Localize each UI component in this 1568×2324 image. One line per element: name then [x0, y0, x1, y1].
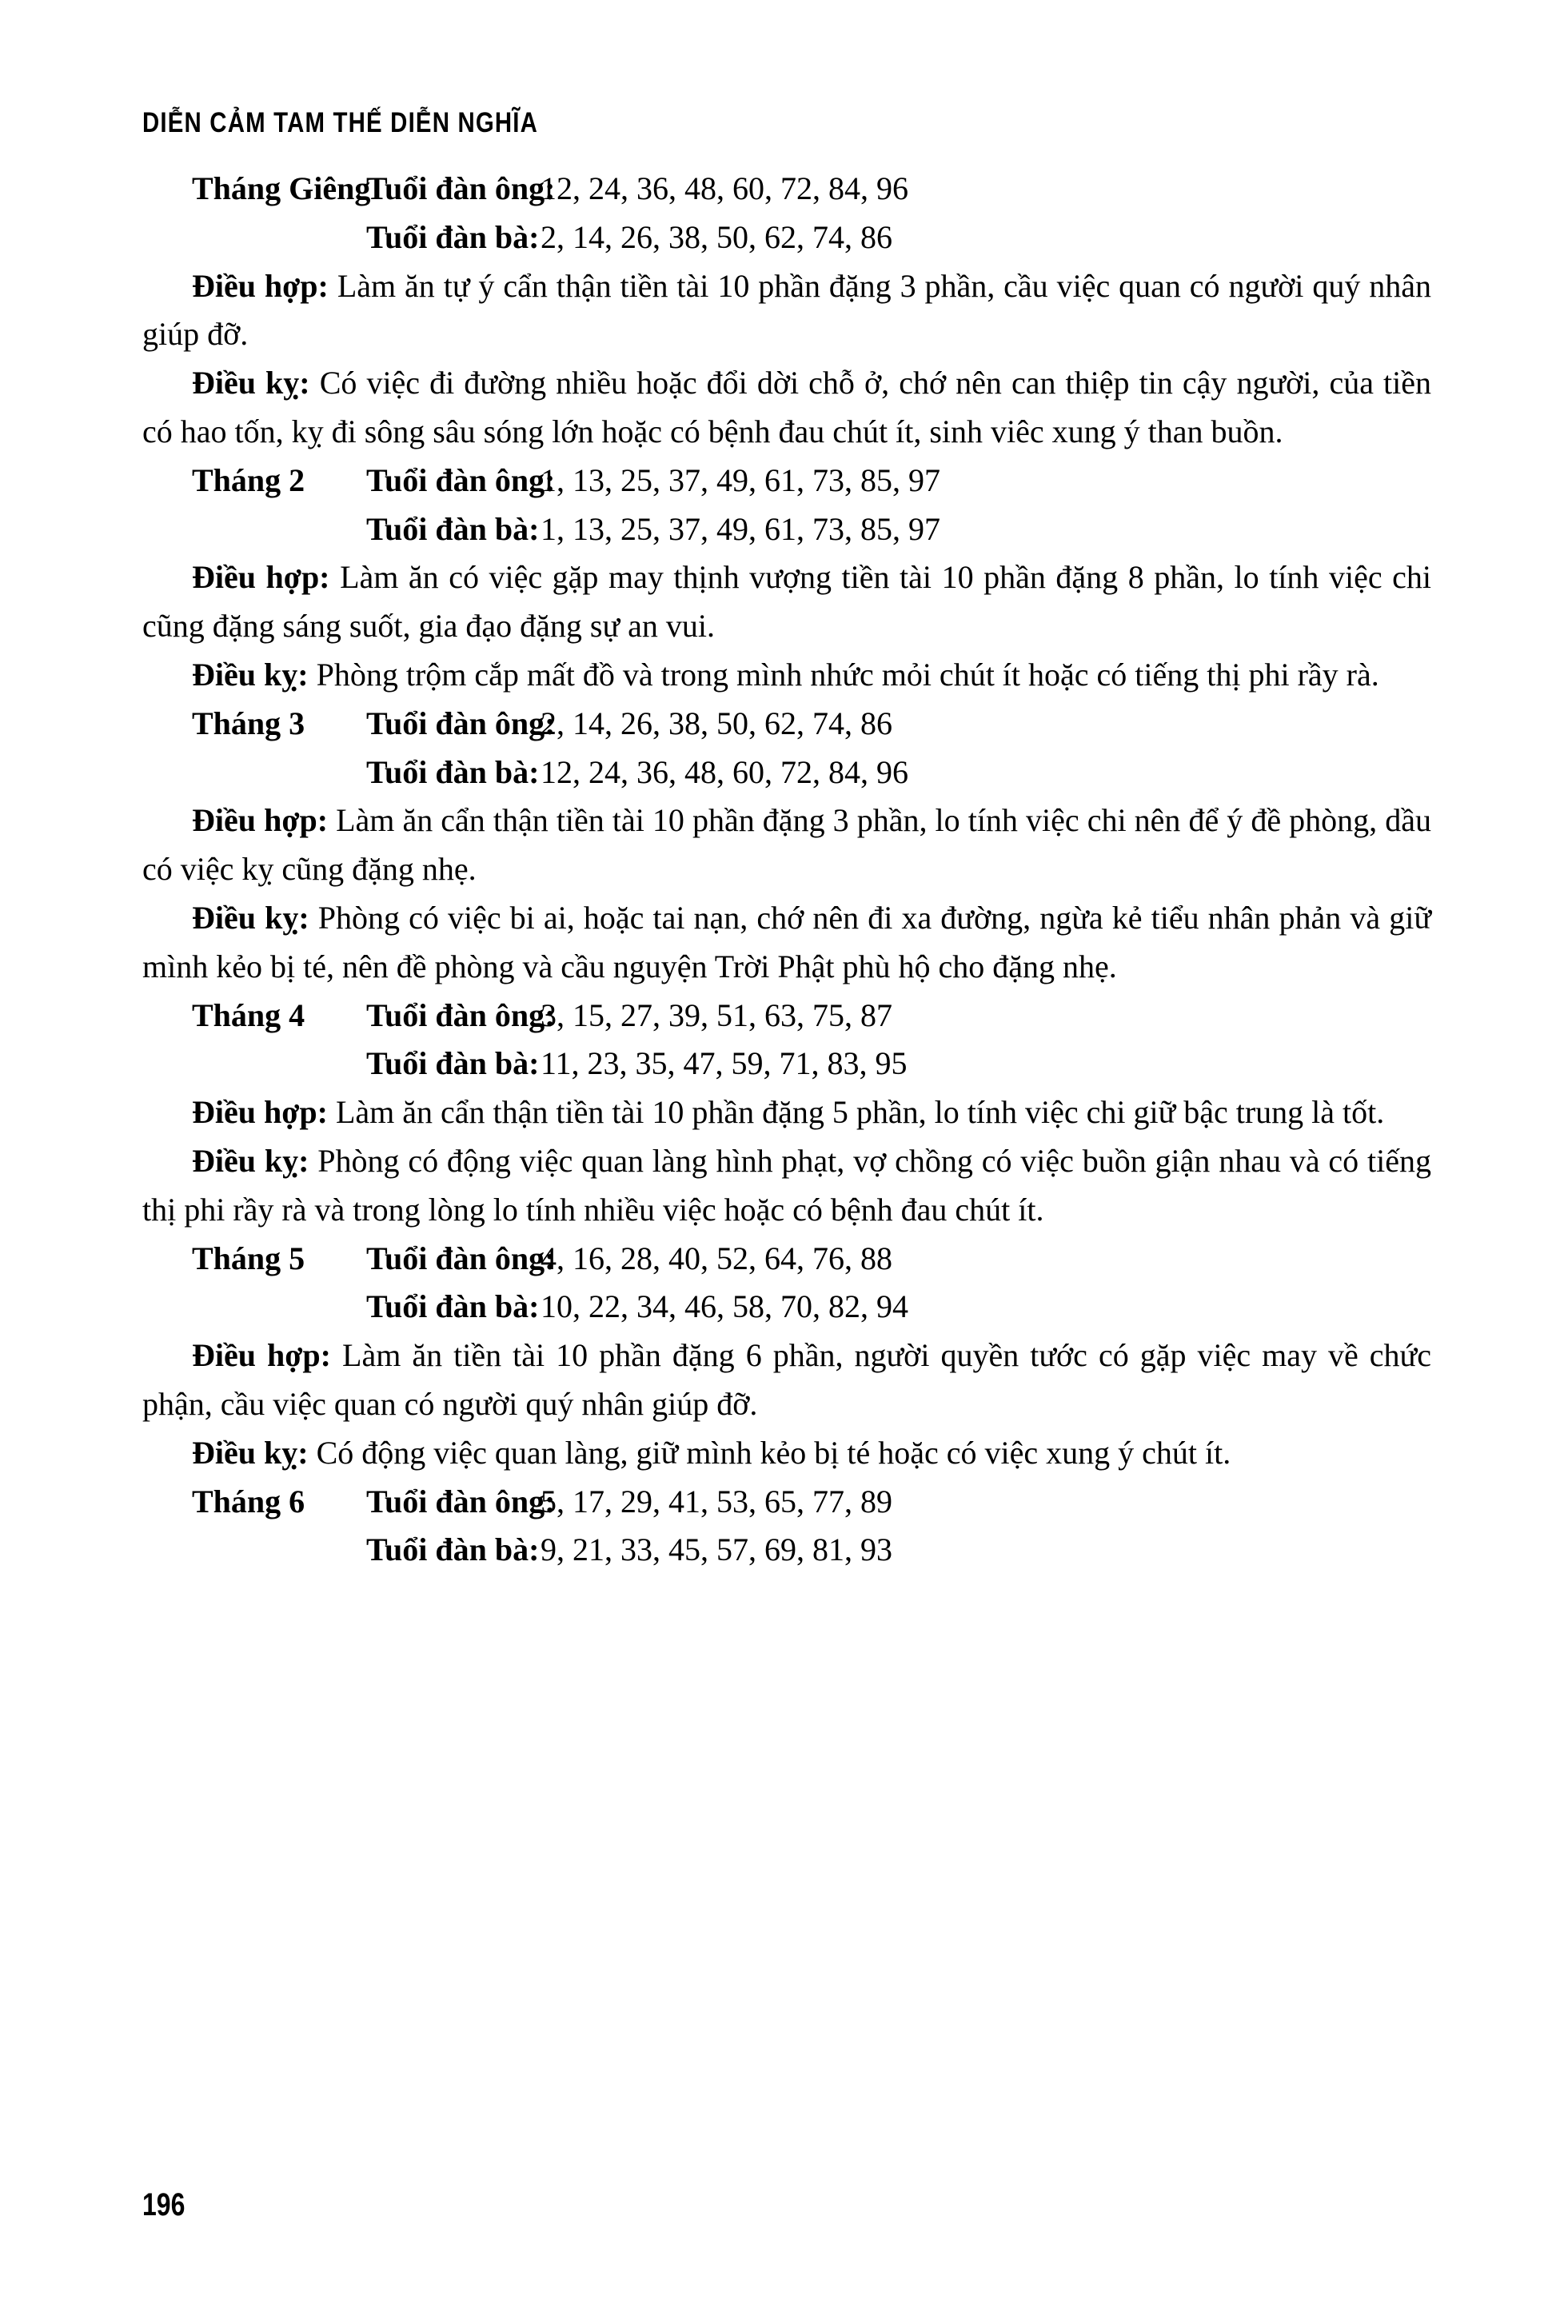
- age-row-women: [142, 1526, 1431, 1575]
- lead-hop: Điều hợp:: [192, 1094, 328, 1131]
- paragraph-ky: [142, 1137, 1431, 1235]
- body-ky: Có động việc quan làng, giữ mình kẻo bị té hoặc có việc xung ý chút ít.: [316, 1434, 1231, 1471]
- age-row-women: [142, 505, 1431, 554]
- body-hop: Làm ăn tiền tài 10 phần đặng 6 phần, người quyền tước có gặp việc may về chức phận, cầu việc quan có người quý nhân giúp đỡ.: [142, 1337, 1431, 1422]
- lead-ky: Điều kỵ:: [192, 1434, 309, 1471]
- age-values-men: 1, 13, 25, 37, 49, 61, 73, 85, 97: [541, 461, 940, 498]
- age-row-men: [142, 700, 1431, 749]
- body-ky: Có việc đi đường nhiều hoặc đổi dời chỗ ở, chớ nên can thiệp tin cậy người, của tiền có hao tốn, kỵ đi sông sâu sóng lớn hoặc có bệnh đau chút ít, sinh viêc xung ý than buồn.: [142, 365, 1431, 449]
- paragraph-ky: [142, 1429, 1431, 1478]
- age-values-men: 5, 17, 29, 41, 53, 65, 77, 89: [541, 1483, 892, 1519]
- month-block-5: [142, 1235, 1431, 1478]
- age-row-men: [142, 1235, 1431, 1284]
- page-number: 196: [142, 2187, 186, 2222]
- month-block-1: [142, 165, 1431, 457]
- age-label-women: Tuổi đàn bà:: [366, 1045, 540, 1082]
- body-ky: Phòng có việc bi ai, hoặc tai nạn, chớ nên đi xa đường, ngừa kẻ tiểu nhân phản và giữ mình kẻo bị té, nên đề phòng và cầu nguyện Trời Phật phù hộ cho đặng nhẹ.: [142, 899, 1432, 984]
- age-label-men: Tuổi đàn ông:: [366, 170, 556, 206]
- age-values-men: 12, 24, 36, 48, 60, 72, 84, 96: [541, 170, 908, 206]
- paragraph-hop: [142, 553, 1431, 651]
- month-block-3: [142, 700, 1431, 992]
- lead-ky: Điều kỵ:: [192, 656, 309, 693]
- body-hop: Làm ăn tự ý cẩn thận tiền tài 10 phần đặng 3 phần, cầu việc quan có người quý nhân giúp đỡ.: [142, 267, 1432, 353]
- age-label-women: Tuổi đàn bà:: [366, 1288, 540, 1325]
- month-block-4: [142, 992, 1431, 1235]
- age-label-women: Tuổi đàn bà:: [366, 510, 540, 547]
- month-block-6: [142, 1478, 1431, 1575]
- age-row-men: [142, 457, 1431, 505]
- body-hop: Làm ăn cẩn thận tiền tài 10 phần đặng 5 phần, lo tính việc chi giữ bậc trung là tốt.: [335, 1094, 1385, 1131]
- age-label-men: Tuổi đàn ông:: [366, 1240, 556, 1276]
- paragraph-hop: [142, 262, 1431, 360]
- month-name: Tháng 3: [192, 705, 305, 741]
- age-row-men: [142, 1478, 1431, 1527]
- age-row-women: [142, 749, 1431, 797]
- age-values-men: 4, 16, 28, 40, 52, 64, 76, 88: [541, 1240, 892, 1276]
- age-row-men: [142, 992, 1431, 1040]
- age-values-women: 12, 24, 36, 48, 60, 72, 84, 96: [541, 753, 908, 790]
- text-column: [142, 165, 1431, 1575]
- paragraph-hop: [142, 797, 1431, 894]
- age-values-women: 9, 21, 33, 45, 57, 69, 81, 93: [541, 1531, 892, 1568]
- age-row-women: [142, 1283, 1431, 1332]
- paragraph-hop: [142, 1332, 1431, 1429]
- age-label-men: Tuổi đàn ông:: [366, 1483, 556, 1519]
- age-label-men: Tuổi đàn ông:: [366, 996, 556, 1033]
- running-head: DIỄN CẢM TAM THẾ DIỄN NGHĨA: [142, 107, 539, 138]
- age-values-women: 2, 14, 26, 38, 50, 62, 74, 86: [541, 218, 892, 255]
- age-values-women: 1, 13, 25, 37, 49, 61, 73, 85, 97: [541, 510, 940, 547]
- age-row-men: [142, 165, 1431, 214]
- lead-ky: Điều kỵ:: [192, 365, 310, 401]
- age-label-women: Tuổi đàn bà:: [366, 218, 540, 255]
- paragraph-ky: [142, 359, 1431, 457]
- body-hop: Làm ăn cẩn thận tiền tài 10 phần đặng 3 phần, lo tính việc chi nên để ý đề phòng, dầu có việc kỵ cũng đặng nhẹ.: [142, 802, 1431, 888]
- age-label-men: Tuổi đàn ông:: [366, 705, 556, 741]
- paragraph-ky: [142, 894, 1431, 992]
- body-hop: Làm ăn có việc gặp may thịnh vượng tiền tài 10 phần đặng 8 phần, lo tính việc chi cũng đặng sáng suốt, gia đạo đặng sự an vui.: [142, 559, 1431, 645]
- lead-hop: Điều hợp:: [192, 267, 329, 304]
- age-values-women: 10, 22, 34, 46, 58, 70, 82, 94: [541, 1288, 908, 1325]
- lead-hop: Điều hợp:: [192, 1337, 331, 1374]
- age-values-men: 3, 15, 27, 39, 51, 63, 75, 87: [541, 996, 892, 1033]
- age-values-men: 2, 14, 26, 38, 50, 62, 74, 86: [541, 705, 892, 741]
- age-label-women: Tuổi đàn bà:: [366, 1531, 540, 1568]
- month-name: Tháng 5: [192, 1240, 305, 1276]
- month-name: Tháng 2: [192, 461, 305, 498]
- paragraph-ky: [142, 651, 1431, 700]
- age-row-women: [142, 214, 1431, 262]
- month-name: Tháng 4: [192, 996, 305, 1033]
- age-label-women: Tuổi đàn bà:: [366, 753, 540, 790]
- month-name: Tháng Giêng: [192, 170, 371, 206]
- body-ky: Phòng trộm cắp mất đồ và trong mình nhức mỏi chút ít hoặc có tiếng thị phi rầy rà.: [316, 656, 1379, 693]
- month-name: Tháng 6: [192, 1483, 305, 1519]
- age-label-men: Tuổi đàn ông:: [366, 461, 556, 498]
- body-ky: Phòng có động việc quan làng hình phạt, vợ chồng có việc buồn giận nhau và có tiếng thị phi rầy rà và trong lòng lo tính nhiều việc hoặc có bệnh đau chút ít.: [142, 1142, 1431, 1228]
- lead-ky: Điều kỵ:: [192, 1142, 309, 1179]
- age-values-women: 11, 23, 35, 47, 59, 71, 83, 95: [541, 1045, 908, 1082]
- lead-hop: Điều hợp:: [192, 802, 329, 839]
- lead-hop: Điều hợp:: [192, 559, 330, 596]
- paragraph-hop: [142, 1088, 1431, 1137]
- month-block-2: [142, 457, 1431, 700]
- age-row-women: [142, 1040, 1431, 1088]
- lead-ky: Điều kỵ:: [192, 899, 309, 936]
